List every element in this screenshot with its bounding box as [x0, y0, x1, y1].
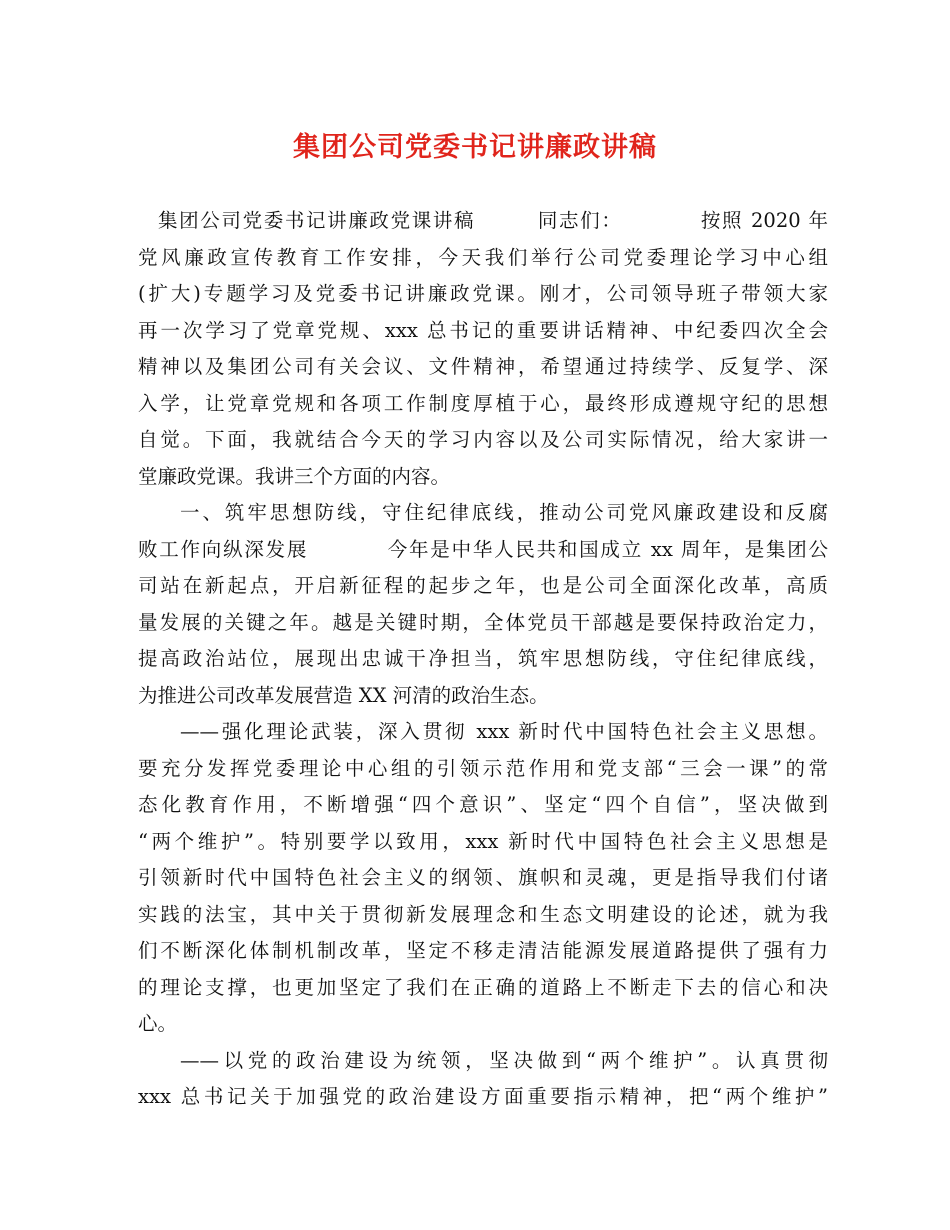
text-line: 司站在新起点，开启新征程的起步之年，也是公司全面深化改革，高质 — [138, 574, 828, 597]
text-line: 精神以及集团公司有关会议、文件精神，希望通过持续学、反复学、深 — [138, 355, 828, 378]
document-title: 集团公司党委书记讲廉政讲稿 — [293, 132, 657, 163]
text-line: 一、筑牢思想防线，守住纪律底线，推动公司党风廉政建设和反腐 — [180, 501, 828, 524]
text-line: 集团公司党委书记讲廉政党课讲稿 同志们： 按照 2020 年 — [158, 209, 828, 232]
text-line: 为推进公司改革发展营造 XX 河清的政治生态。 — [138, 683, 549, 707]
text-line: 入学，让党章党规和各项工作制度厚植于心，最终形成遵规守纪的思想 — [138, 391, 828, 415]
text-line: 实践的法宝，其中关于贯彻新发展理念和生态文明建设的论述，就为我 — [138, 902, 828, 926]
text-line: ——以党的政治建设为统领，坚决做到“两个维护”。认真贯彻 — [180, 1048, 828, 1072]
text-line: 引领新时代中国特色社会主义的纲领、旗帜和灵魂，更是指导我们付诸 — [138, 866, 828, 889]
text-line: 党风廉政宣传教育工作安排，今天我们举行公司党委理论学习中心组 — [138, 245, 828, 269]
text-line: 堂廉政党课。我讲三个方面的内容。 — [138, 464, 451, 488]
text-line: 再一次学习了党章党规、xxx 总书记的重要讲话精神、中纪委四次全会 — [138, 318, 828, 342]
document-body — [138, 203, 828, 1116]
text-line: 们不断深化体制机制改革，坚定不移走清洁能源发展道路提供了强有力 — [138, 939, 828, 962]
text-line: 心。 — [138, 1012, 178, 1035]
text-line: ——强化理论武装，深入贯彻 xxx 新时代中国特色社会主义思想。 — [180, 720, 828, 743]
text-line: 要充分发挥党委理论中心组的引领示范作用和党支部“三会一课”的常 — [138, 756, 828, 780]
text-line: 自觉。下面，我就结合今天的学习内容以及公司实际情况，给大家讲一 — [138, 428, 828, 451]
text-line: 态化教育作用，不断增强“四个意识”、坚定“四个自信”，坚决做到 — [138, 793, 828, 816]
text-line: 败工作向纵深发展 今年是中华人民共和国成立 xx 周年，是集团公 — [138, 537, 828, 561]
text-line: “两个维护”。特别要学以致用，xxx 新时代中国特色社会主义思想是 — [138, 829, 828, 853]
text-line: 量发展的关键之年。越是关键时期，全体党员干部越是要保持政治定力， — [138, 610, 828, 634]
text-line: (扩大)专题学习及党委书记讲廉政党课。刚才，公司领导班子带领大家 — [138, 282, 828, 305]
text-line: 的理论支撑，也更加坚定了我们在正确的道路上不断走下去的信心和决 — [138, 975, 828, 999]
text-line: 提高政治站位，展现出忠诚干净担当，筑牢思想防线，守住纪律底线， — [138, 647, 828, 670]
text-line: xxx 总书记关于加强党的政治建设方面重要指示精神，把“两个维护” — [138, 1085, 828, 1108]
